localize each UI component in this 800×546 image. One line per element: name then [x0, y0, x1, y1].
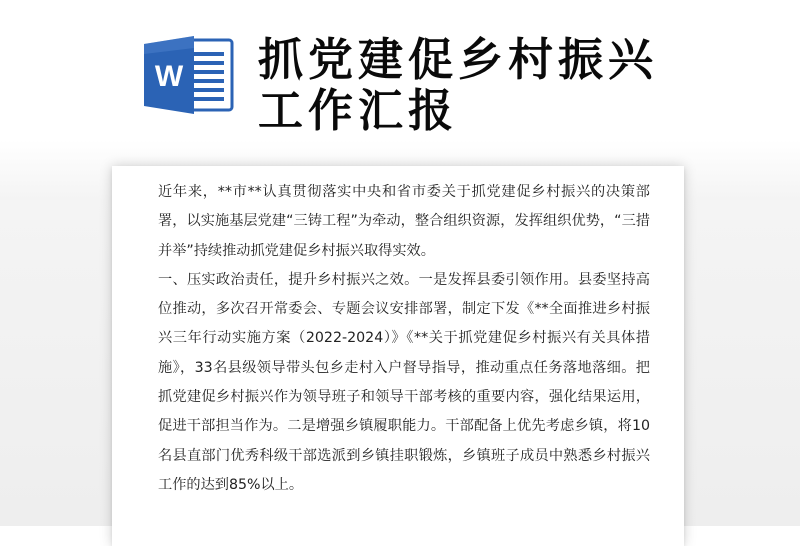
document-page [112, 166, 684, 546]
microsoft-word-icon [142, 34, 234, 116]
document-body [158, 178, 650, 500]
paragraph-section-one: 一、压实政治责任，提升乡村振兴之效。一是发挥县委引领作用。县委坚持高位推动，多次召开常委会、专题会议安排部署，制定下发《**全面推进乡村振兴三年行动实施方案（2022-2024）》《**关于抓党建促乡村振兴有关具体措施》，33名县级领导带头包乡走村入户督导指导，推动重点任务落地落细。把抓党建促乡村振兴作为领导班子和领导干部考核的重要内容，强化结果运用，促进干部担当作为。二是增强乡镇履职能力。干部配备上优先考虑乡镇，将10名县直部门优秀科级干部选派到乡镇挂职锻炼，乡镇班子成员中熟悉乡村振兴工作的达到85%以上。 [158, 271, 650, 493]
document-title: 抓党建促乡村振兴工作汇报 [258, 33, 659, 137]
paragraph-intro: 近年来，**市**认真贯彻落实中央和省市委关于抓党建促乡村振兴的决策部署，以实施基层党建“三铸工程”为牵动，整合组织资源，发挥组织优势，“三措并举”持续推动抓党建促乡村振兴取得实效。 [158, 184, 650, 259]
header [0, 0, 800, 150]
word-icon-letter: W [154, 60, 184, 93]
